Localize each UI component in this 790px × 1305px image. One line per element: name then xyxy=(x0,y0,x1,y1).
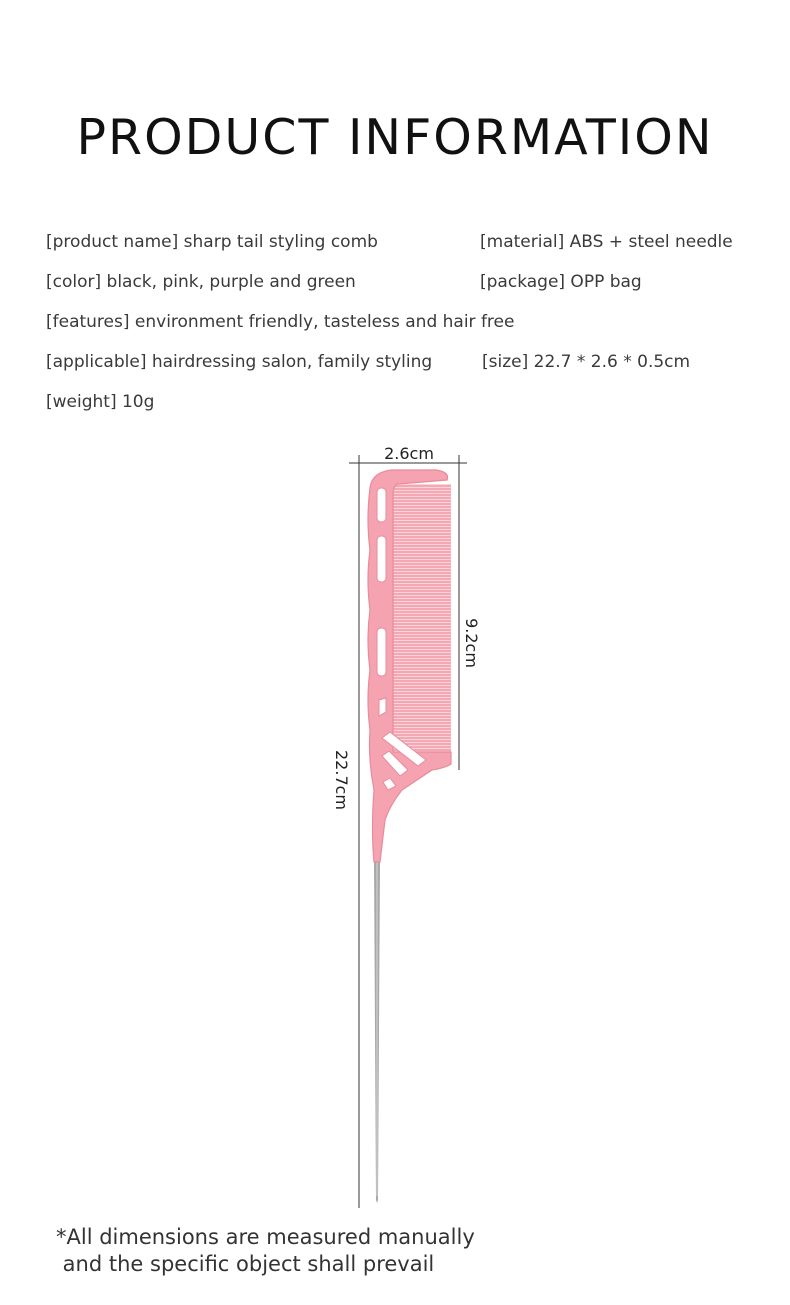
measurement-note xyxy=(56,1224,475,1278)
width-label: 2.6cm xyxy=(384,444,434,463)
spec-package: [package] OPP bag xyxy=(480,272,642,292)
needle-tail xyxy=(374,860,380,1203)
total-length-label: 22.7cm xyxy=(332,749,351,811)
page-title: PRODUCT INFORMATION xyxy=(76,109,714,166)
spec-features: [features] environment friendly, tasteless and hair free xyxy=(46,312,515,332)
comb-teeth xyxy=(393,484,451,754)
note-line-2: and the specific object shall prevail xyxy=(56,1252,435,1276)
spec-weight: [weight] 10g xyxy=(46,392,155,412)
width-dimension xyxy=(349,444,467,471)
spec-applicable: [applicable] hairdressing salon, family styling xyxy=(46,352,433,372)
teeth-length-dimension xyxy=(459,463,481,770)
spec-color: [color] black, pink, purple and green xyxy=(46,272,356,292)
spec-size: [size] 22.7 * 2.6 * 0.5cm xyxy=(482,352,691,372)
spec-material: [material] ABS + steel needle xyxy=(480,232,733,252)
teeth-length-label: 9.2cm xyxy=(462,618,481,668)
total-length-dimension xyxy=(332,463,359,1208)
note-line-1: *All dimensions are measured manually xyxy=(56,1225,475,1249)
spec-product-name: [product name] sharp tail styling comb xyxy=(46,232,378,252)
